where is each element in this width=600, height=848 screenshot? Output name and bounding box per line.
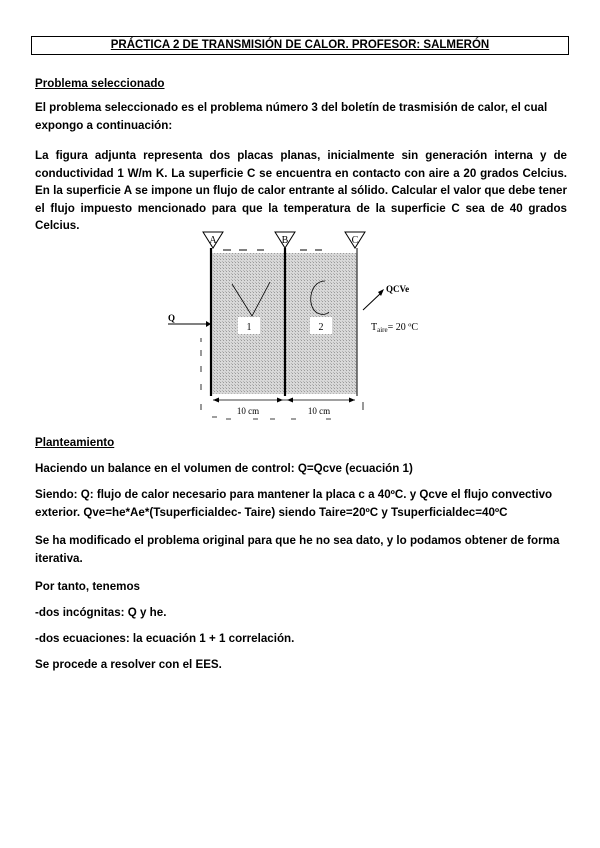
problem-statement: La figura adjunta representa dos placas planas, inicialmente sin generación interna y de conductividad 1 W/m K. La superficie C se encuentra en contacto con aire a 20 grados Celcius. En la superficie A se impone un flujo de calor entrante al sólido. Calcular el valor que debe tener el flujo impuesto mencionado para que la temperatura de la superficie C sea de 40 grados Celcius. (35, 149, 567, 232)
label-c: C (351, 235, 359, 246)
page-header: PRÁCTICA 2 DE TRANSMISIÓN DE CALOR. PROFESOR: SALMERÓN (31, 36, 569, 55)
dim-1-label: 10 cm (236, 406, 260, 416)
label-a: A (209, 235, 217, 246)
section-title-planteamiento: Planteamiento (35, 436, 115, 449)
section-title-problema: Problema seleccionado (35, 77, 165, 90)
siendo-text: Siendo: Q: flujo de calor necesario para mantener la placa c a 40ºC. y Qcve el flujo convectivo exterior. Qve=he*Ae*(Tsuperficialdec- Taire) siendo Taire=20ºC y Tsuperficialdec=40ºC (35, 488, 553, 519)
intro-paragraph: El problema seleccionado es el problema número 3 del boletín de trasmisión de calor, el cual expongo a continuación: (35, 101, 548, 132)
q-label: Q (168, 313, 176, 323)
modified-text: Se ha modificado el problema original para que he no sea dato, y lo podamos obtener de forma iterativa. (35, 534, 560, 565)
balance-text: Haciendo un balance en el volumen de control: Q=Qcve (ecuación 1) (35, 462, 413, 475)
portanto-text: Por tanto, tenemos (35, 580, 141, 593)
list-item-incognitas: -dos incógnitas: Q y he. (35, 606, 167, 619)
label-b: B (281, 235, 289, 246)
qcve-label: QCVe (386, 284, 410, 294)
plates-figure (160, 226, 460, 432)
dim-2-label: 10 cm (307, 406, 331, 416)
resolve-text: Se procede a resolver con el EES. (35, 658, 222, 671)
list-item-ecuaciones: -dos ecuaciones: la ecuación 1 + 1 correlación. (35, 632, 295, 645)
tair-label: $T_{aire}= 20$ ºC (371, 322, 419, 334)
plate-2-label: 2 (318, 322, 324, 333)
plate-1-label: 1 (246, 322, 252, 333)
